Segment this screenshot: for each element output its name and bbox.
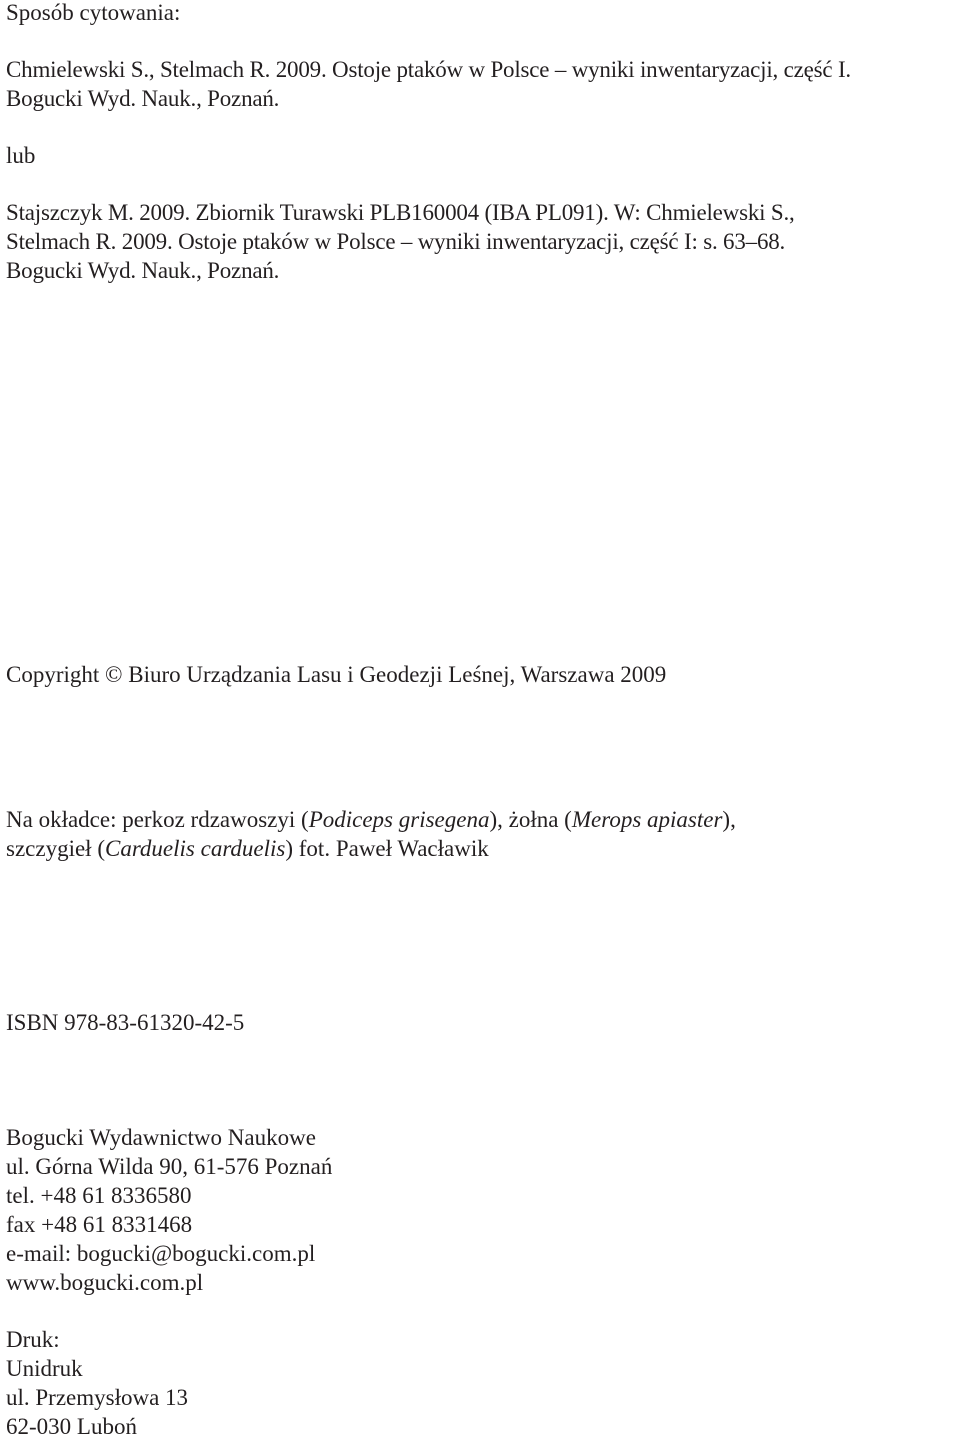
cover-suffix: ),: [722, 807, 736, 832]
printer-section: [6, 1325, 940, 1441]
publisher-email: e-mail: bogucki@bogucki.com.pl: [6, 1241, 316, 1266]
isbn-section: [6, 1008, 940, 1037]
citation-reference-2: [6, 198, 940, 285]
printer-heading: Druk:: [6, 1327, 60, 1352]
citation-heading: Sposób cytowania:: [6, 0, 181, 25]
cover-prefix: Na okładce: perkoz rdzawoszyi (: [6, 807, 309, 832]
copyright-section: [6, 660, 940, 689]
reference-1-line-2: Bogucki Wyd. Nauk., Poznań.: [6, 86, 280, 111]
citation-or-text: lub: [6, 143, 36, 168]
printer-name: Unidruk: [6, 1356, 83, 1381]
reference-2-line-3: Bogucki Wyd. Nauk., Poznań.: [6, 258, 280, 283]
reference-1-line-1: Chmielewski S., Stelmach R. 2009. Ostoje ptaków w Polsce – wyniki inwentaryzacji, część I.: [6, 57, 851, 82]
printer-street: ul. Przemysłowa 13: [6, 1385, 189, 1410]
cover-credits-line-1: [6, 805, 940, 834]
publisher-section: [6, 1123, 940, 1297]
species-merops: Merops apiaster: [571, 807, 723, 832]
species-carduelis: Carduelis carduelis: [104, 836, 286, 861]
printer-city: 62-030 Luboń: [6, 1414, 137, 1439]
cover-credits-section: [6, 805, 940, 863]
cover-credits-line-2: [6, 834, 940, 863]
cover-line2-prefix: szczygieł (: [6, 836, 105, 861]
citation-reference-1: [6, 55, 940, 113]
citation-section: [6, 0, 940, 27]
publisher-address: ul. Górna Wilda 90, 61-576 Poznań: [6, 1154, 333, 1179]
publisher-website: www.bogucki.com.pl: [6, 1270, 204, 1295]
citation-or: [6, 141, 940, 170]
publisher-fax: fax +48 61 8331468: [6, 1212, 193, 1237]
species-podiceps: Podiceps grisegena: [308, 807, 490, 832]
publisher-name: Bogucki Wydawnictwo Naukowe: [6, 1125, 316, 1150]
cover-mid: ), żołna (: [489, 807, 572, 832]
isbn-text: ISBN 978-83-61320-42-5: [6, 1010, 245, 1035]
reference-2-line-2: Stelmach R. 2009. Ostoje ptaków w Polsce – wyniki inwentaryzacji, część I: s. 63–68.: [6, 229, 786, 254]
cover-line2-suffix: ) fot. Paweł Wacławik: [285, 836, 489, 861]
publisher-tel: tel. +48 61 8336580: [6, 1183, 192, 1208]
copyright-text: Copyright © Biuro Urządzania Lasu i Geodezji Leśnej, Warszawa 2009: [6, 662, 667, 687]
reference-2-line-1: Stajszczyk M. 2009. Zbiornik Turawski PLB160004 (IBA PL091). W: Chmielewski S.,: [6, 200, 795, 225]
